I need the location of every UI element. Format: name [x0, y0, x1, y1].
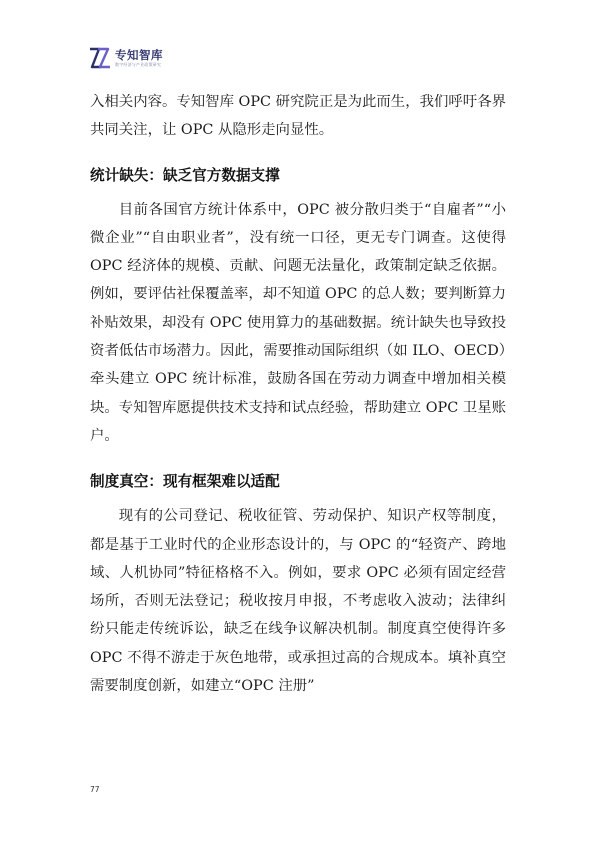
page-number: 77: [90, 785, 100, 794]
intro-paragraph: 入相关内容。专知智库 OPC 研究院正是为此而生，我们呼吁各界共同关注，让 OPC 从隐形走向显性。: [90, 94, 506, 139]
brand-logo: [88, 45, 163, 71]
document-body: [90, 88, 506, 700]
logo-title: 专知智库: [115, 47, 163, 62]
section-heading-statistics: 统计缺失：缺乏官方数据支撑: [90, 166, 280, 184]
institutions-paragraph: 现有的公司登记、税收征管、劳动保护、知识产权等制度，都是基于工业时代的企业形态设计的，与 OPC 的“轻资产、跨地域、人机协同”特征格格不入。例如，要求 OPC 必须有固定经营场所，否则无法登记；税收按月申报，不考虑收入波动；法律纠纷只能走传统诉讼，缺乏在线争议解决机制。制度真空使得许多 OPC 不得不游走于灰色地带，或承担过高的合规成本。填补真空需要制度创新，如建立“OPC 注册”: [90, 508, 506, 695]
logo-text-block: [115, 49, 163, 68]
zz-logo-icon: [88, 47, 112, 69]
statistics-paragraph: 目前各国官方统计体系中，OPC 被分散归类于“自雇者”“小微企业”“自由职业者”，没有统一口径，更无专门调查。这使得 OPC 经济体的规模、贡献、问题无法量化，政策制定缺乏依据。例如，要评估社保覆盖率，却不知道 OPC 的总人数；要判断算力补贴效果，却没有 OPC 使用算力的基础数据。统计缺失也导致投资者低估市场潜力。因此，需要推动国际组织（如 ILO、OECD）牵头建立 OPC 统计标准，鼓励各国在劳动力调查中增加相关模块。专知智库愿提供技术支持和试点经验，帮助建立 OPC 卫星账户。: [90, 201, 506, 444]
logo-subtitle: 数字经济与产业政策研究: [115, 61, 162, 67]
section-heading-institutions: 制度真空：现有框架难以适配: [90, 473, 280, 491]
